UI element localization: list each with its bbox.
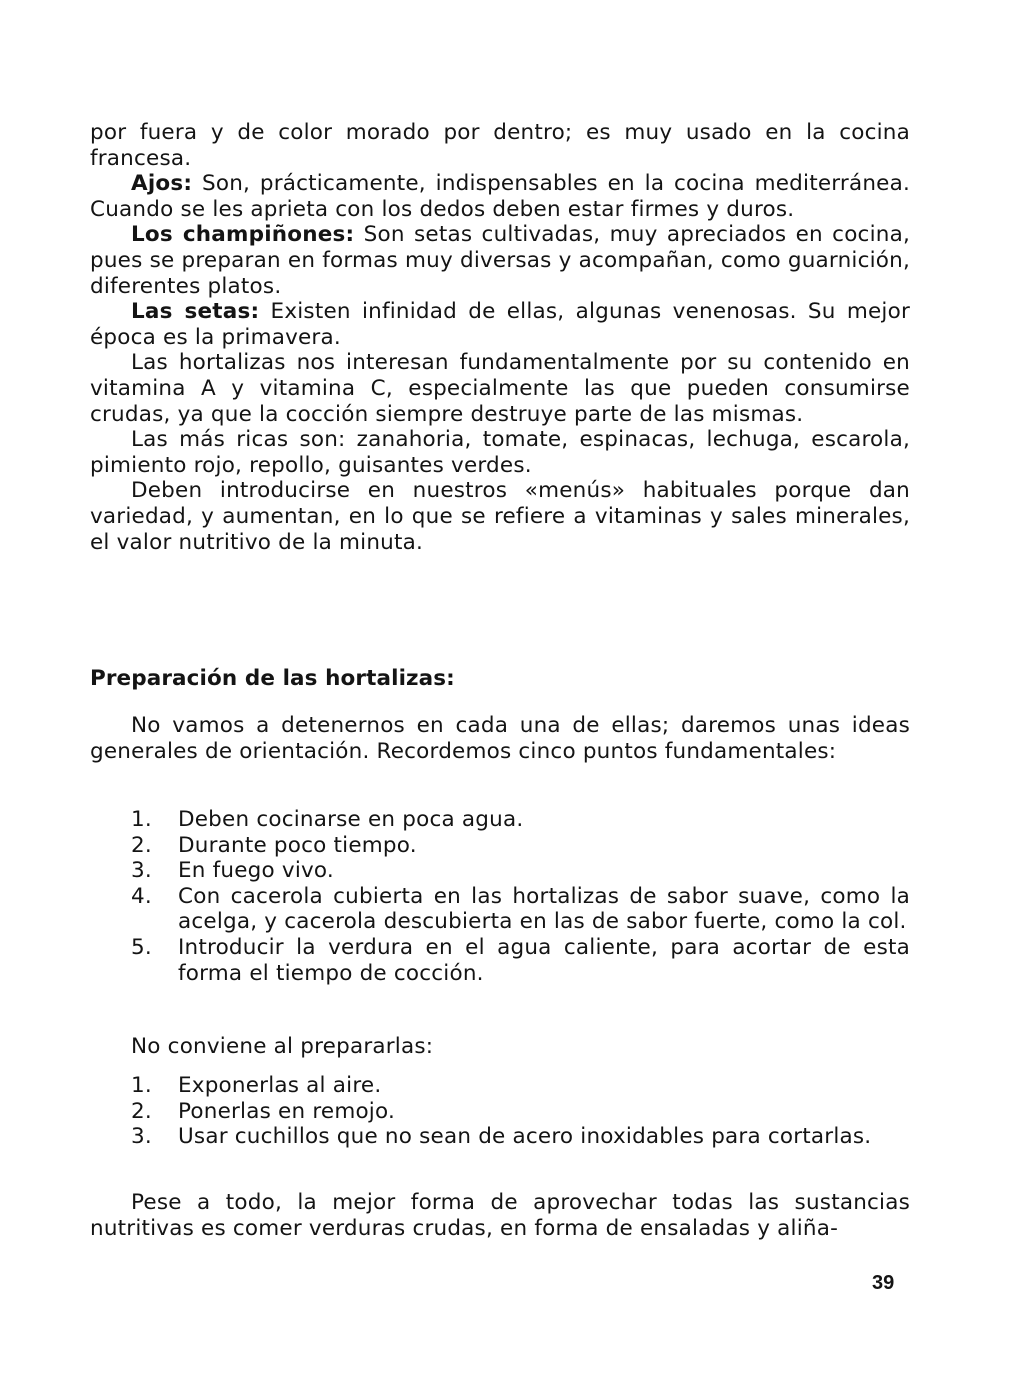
term-setas: Las setas:: [131, 299, 260, 325]
page-number: 39: [872, 1272, 895, 1294]
list-text: Usar cuchillos que no sean de acero inoxidables para cortarlas.: [178, 1124, 872, 1150]
text-ajos: Son, prácticamente, indispensables en la cocina mediterránea. Cuando se les aprieta con los dedos deben estar firmes y duros.: [90, 171, 910, 222]
list-number: 3.: [131, 1124, 152, 1150]
list-item: [131, 1073, 910, 1099]
list-text: En fuego vivo.: [178, 858, 334, 884]
body-text-closing: [90, 1190, 910, 1241]
list-item: [131, 858, 910, 884]
body-text-intro: [90, 713, 910, 764]
text-setas: Existen infinidad de ellas, algunas venenosas. Su mejor época es la primavera.: [90, 299, 910, 350]
list-text: Deben cocinarse en poca agua.: [178, 807, 524, 832]
list-text: Con cacerola cubierta en las hortalizas de sabor suave, como la acelga, y cacerola descubierta en las de sabor fuerte, como la col.: [178, 883, 910, 935]
fundamental-points-list: [131, 807, 910, 986]
paragraph-ajos: [90, 171, 910, 222]
text-champinones: Son setas cultivadas, muy apreciados en cocina, pues se preparan en formas muy diversas y acompañan, como guarnición, diferentes platos.: [90, 222, 910, 299]
list-item: [131, 807, 910, 833]
list-item: [131, 833, 910, 859]
paragraph-champinones: [90, 222, 910, 299]
list-number: 4.: [131, 883, 152, 909]
paragraph-setas: [90, 299, 910, 350]
paragraph-intro: No vamos a detenernos en cada una de ellas; daremos unas ideas generales de orientación. Recordemos cinco puntos fundamentales:: [90, 713, 910, 764]
list-text: Exponerlas al aire.: [178, 1073, 382, 1098]
list-item: [131, 935, 910, 986]
paragraph-closing: Pese a todo, la mejor forma de aprovechar todas las sustancias nutritivas es comer verduras crudas, en forma de ensaladas y aliña-: [90, 1190, 910, 1241]
term-ajos: Ajos:: [131, 171, 193, 197]
paragraph-menus: Deben introducirse en nuestros «menús» habituales porque dan variedad, y aumentan, en lo que se refiere a vitaminas y sales minerales, el valor nutritivo de la minuta.: [90, 478, 910, 555]
body-text-top: [90, 120, 910, 555]
avoid-list: [131, 1073, 910, 1150]
section-heading: Preparación de las hortalizas:: [90, 666, 455, 691]
list-text: Durante poco tiempo.: [178, 832, 417, 858]
no-conviene-line: No conviene al prepararlas:: [131, 1034, 434, 1059]
term-champinones: Los champiñones:: [131, 222, 355, 248]
list-number: 3.: [131, 858, 152, 884]
paragraph-mas-ricas: Las más ricas son: zanahoria, tomate, espinacas, lechuga, escarola, pimiento rojo, repollo, guisantes verdes.: [90, 427, 910, 478]
list-item: [131, 1099, 910, 1125]
list-number: 1.: [131, 807, 152, 832]
list-number: 2.: [131, 832, 152, 858]
paragraph-continuation: por fuera y de color morado por dentro; es muy usado en la cocina francesa.: [90, 120, 910, 171]
list-item: [131, 884, 910, 935]
list-number: 1.: [131, 1073, 152, 1098]
list-number: 2.: [131, 1098, 152, 1124]
list-item: [131, 1124, 910, 1150]
list-text: Introducir la verdura en el agua caliente, para acortar de esta forma el tiempo de cocción.: [178, 934, 910, 986]
list-text: Ponerlas en remojo.: [178, 1098, 395, 1124]
paragraph-hortalizas: Las hortalizas nos interesan fundamentalmente por su contenido en vitamina A y vitamina C, especialmente las que pueden consumirse crudas, ya que la cocción siempre destruye parte de las mismas.: [90, 350, 910, 427]
list-number: 5.: [131, 934, 152, 960]
